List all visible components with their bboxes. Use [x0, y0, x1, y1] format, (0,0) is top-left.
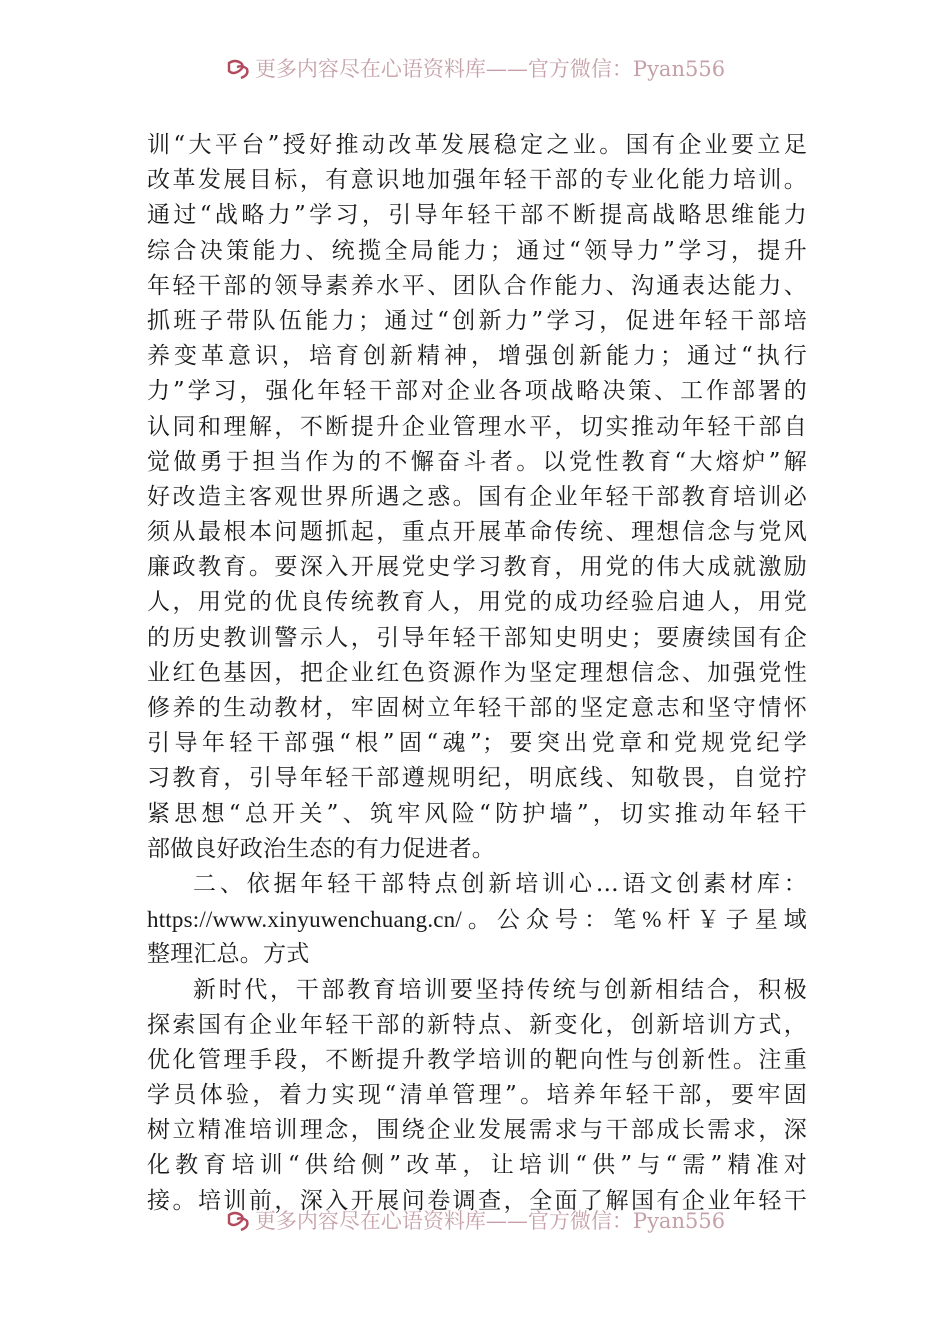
- text-line: 养变革意识，培育创新精神，增强创新能力；通过“执行: [147, 343, 807, 370]
- watermark-logo-icon: [225, 57, 251, 81]
- text-line: 接。培训前，深入开展问卷调查，全面了解国有企业年轻干: [147, 1187, 807, 1214]
- text-line: 认同和理解，不断提升企业管理水平，切实推动年轻干部自: [147, 413, 807, 440]
- text-line: 须从最根本问题抓起，重点开展革命传统、理想信念与党风: [147, 519, 807, 546]
- text-line: 化教育培训“供给侧”改革，让培训“供”与“需”精准对: [147, 1152, 807, 1179]
- text-line: 通过“战略力”学习，引导年轻干部不断提高战略思维能力: [147, 202, 807, 229]
- text-line: 人，用党的优良传统教育人，用党的成功经验启迪人，用党: [147, 589, 807, 616]
- paragraph-start: 新时代，干部教育培训要坚持传统与创新相结合，积极: [193, 976, 807, 1003]
- text-line: 抓班子带队伍能力；通过“创新力”学习，促进年轻干部培: [147, 307, 807, 334]
- footer-watermark: [0, 1206, 950, 1236]
- text-line: 业红色基因，把企业红色资源作为坚定理想信念、加强党性: [147, 659, 807, 686]
- text-line: 训“大平台”授好推动改革发展稳定之业。国有企业要立足: [147, 132, 807, 158]
- text-line: 紧思想“总开关”、筑牢风险“防护墙”，切实推动年轻干: [147, 800, 807, 827]
- text-line: 综合决策能力、统揽全局能力；通过“领导力”学习，提升: [147, 237, 807, 264]
- text-line: 习教育，引导年轻干部遵规明纪，明底线、知敬畏，自觉拧: [147, 765, 807, 792]
- text-line: 树立精准培训理念，围绕企业发展需求与干部成长需求，深: [147, 1117, 807, 1144]
- text-line: 觉做勇于担当作为的不懈奋斗者。以党性教育“大熔炉”解: [147, 448, 807, 475]
- header-watermark: [0, 54, 950, 84]
- text-line: 廉政教育。要深入开展党史学习教育，用党的伟大成就激励: [147, 554, 807, 581]
- text-line: 探索国有企业年轻干部的新特点、新变化，创新培训方式，: [147, 1011, 807, 1038]
- text-line: 学员体验，着力实现“清单管理”。培养年轻干部，要牢固: [147, 1082, 807, 1109]
- document-body: [147, 128, 807, 1219]
- text-line: 改革发展目标，有意识地加强年轻干部的专业化能力培训。: [147, 167, 807, 194]
- text-line-url: https://www.xinyuwenchuang.cn/。公众号：笔%杆￥子星域: [147, 907, 807, 933]
- text-line: 优化管理手段，不断提升教学培训的靶向性与创新性。注重: [147, 1046, 807, 1073]
- text-line: 力”学习，强化年轻干部对企业各项战略决策、工作部署的: [147, 378, 807, 405]
- watermark-logo-icon: [225, 1209, 251, 1233]
- text-line: 整理汇总。方式: [147, 941, 310, 968]
- text-line: 修养的生动教材，牢固树立年轻干部的坚定意志和坚守情怀: [147, 695, 807, 721]
- section-heading: 二、依据年轻干部特点创新培训心…语文创素材库：: [193, 870, 807, 897]
- text-line: 年轻干部的领导素养水平、团队合作能力、沟通表达能力、: [147, 272, 807, 299]
- footer-watermark-text: 更多内容尽在心语资料库——官方微信：Pyan556: [254, 1209, 726, 1233]
- header-watermark-text: 更多内容尽在心语资料库——官方微信：Pyan556: [254, 57, 726, 81]
- text-line: 好改造主客观世界所遇之惑。国有企业年轻干部教育培训必: [147, 483, 807, 510]
- text-line: 引导年轻干部强“根”固“魂”；要突出党章和党规党纪学: [147, 730, 807, 757]
- text-line: 的历史教训警示人，引导年轻干部知史明史；要赓续国有企: [147, 624, 807, 651]
- text-line: 部做良好政治生态的有力促进者。: [147, 835, 495, 862]
